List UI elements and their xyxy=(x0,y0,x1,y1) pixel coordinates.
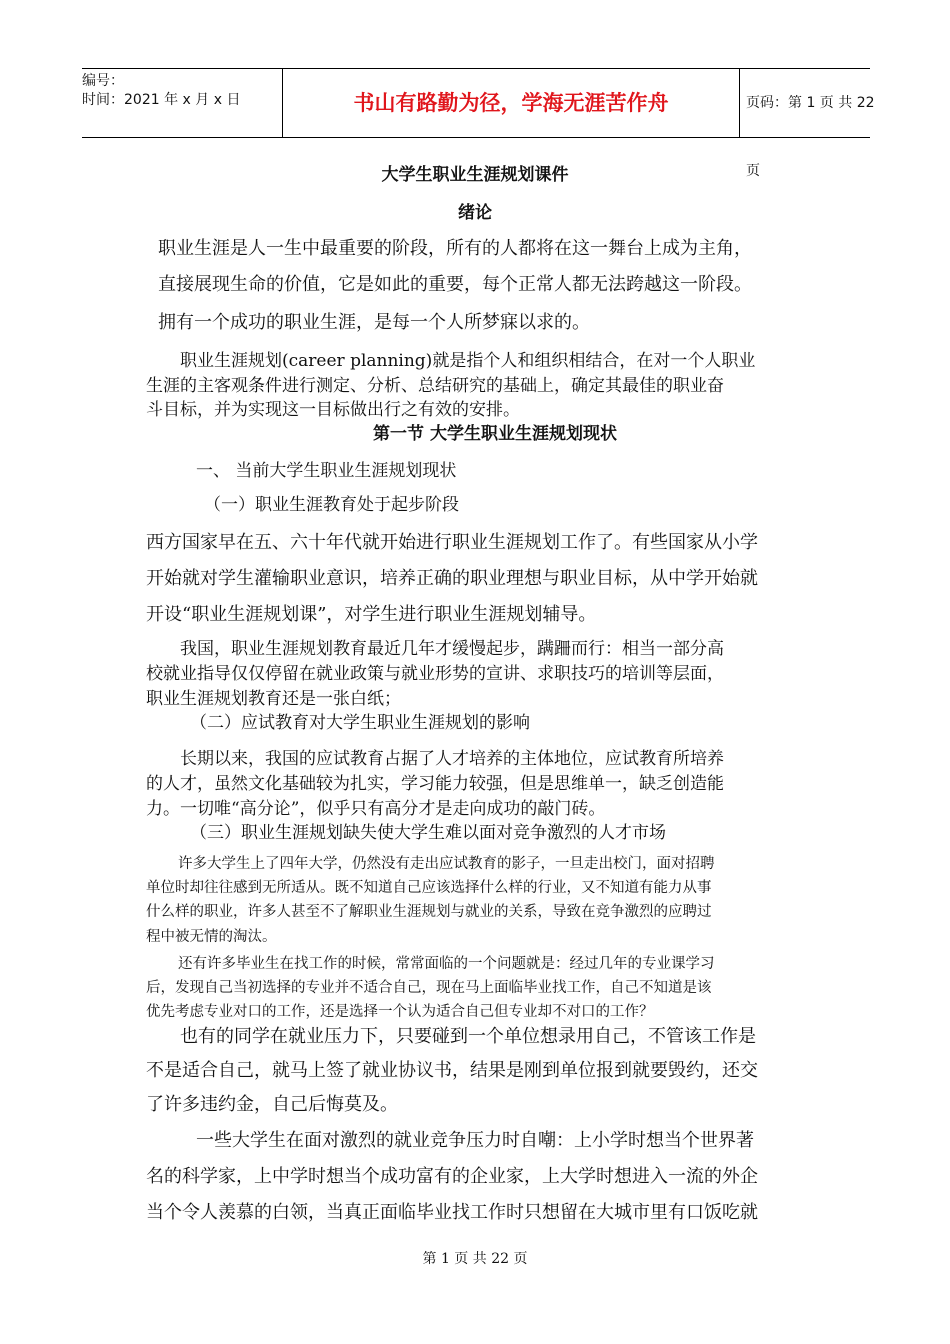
paragraph-line: 当个令人羡慕的白领，当真正面临毕业找工作时只想留在大城市里有口饭吃就 xyxy=(146,1202,758,1223)
paragraph-line: 名的科学家，上中学时想当个成功富有的企业家，上大学时想进入一流的外企 xyxy=(146,1166,758,1187)
intro-line: 直接展现生命的价值，它是如此的重要，每个正常人都无法跨越这一阶段。 xyxy=(158,274,752,295)
intro-line: 拥有一个成功的职业生涯，是每一个人所梦寐以求的。 xyxy=(158,312,590,333)
paragraph-line: 职业生涯规划教育还是一张白纸； xyxy=(146,689,401,709)
paragraph-line: 程中被无情的淘汰。 xyxy=(146,929,277,945)
paragraph-line: 力。一切唯“高分论”，似乎只有高分才是走向成功的敲门砖。 xyxy=(146,799,606,819)
paragraph-line: 优先考虑专业对口的工作，还是选择一个认为适合自己但专业却不对口的工作？ xyxy=(146,1004,654,1020)
paragraph-line: 开设“职业生涯规划课”，对学生进行职业生涯规划辅导。 xyxy=(146,604,597,625)
paragraph-line: 不是适合自己，就马上签了就业协议书，结果是刚到单位报到就要毁约，还交 xyxy=(146,1060,758,1081)
paragraph-line: 许多大学生上了四年大学，仍然没有走出应试教育的影子，一旦走出校门，面对招聘 xyxy=(178,856,715,872)
document-subtitle: 绪论 xyxy=(458,203,492,223)
paragraph-line: 后，发现自己当初选择的专业并不适合自己，现在马上面临毕业找工作，自己不知道是该 xyxy=(146,980,712,996)
paragraph-line: 的人才，虽然文化基础较为扎实，学习能力较强，但是思维单一，缺乏创造能 xyxy=(146,774,724,794)
paragraph-line: 什么样的职业，许多人甚至不了解职业生涯规划与就业的关系，导致在竞争激烈的应聘过 xyxy=(146,904,712,920)
subheading: （三）职业生涯规划缺失使大学生难以面对竞争激烈的人才市场 xyxy=(190,823,666,843)
paragraph-line: 开始就对学生灌输职业意识，培养正确的职业理想与职业目标，从中学开始就 xyxy=(146,568,758,589)
paragraph-line: 西方国家早在五、六十年代就开始进行职业生涯规划工作了。有些国家从小学 xyxy=(146,532,758,553)
header-page-info: 页码：第 1 页 共 22 页 xyxy=(746,95,875,179)
paragraph-line: 我国，职业生涯规划教育最近几年才缓慢起步，蹒跚而行：相当一部分高 xyxy=(180,639,724,659)
subheading: （一）职业生涯教育处于起步阶段 xyxy=(204,495,459,515)
section-title: 第一节 大学生职业生涯规划现状 xyxy=(373,424,617,444)
document-title: 大学生职业生涯规划课件 xyxy=(381,165,569,185)
definition-line: 职业生涯规划(career planning)就是指个人和组织相结合，在对一个人职业 xyxy=(180,351,756,371)
paragraph-line: 长期以来，我国的应试教育占据了人才培养的主体地位，应试教育所培养 xyxy=(180,749,724,769)
time-label: 时间：2021 年 x 月 x 日 xyxy=(82,92,241,108)
paragraph-line: 了许多违约金，自己后悔莫及。 xyxy=(146,1094,398,1115)
paragraph-line: 还有许多毕业生在找工作的时候，常常面临的一个问题就是：经过几年的专业课学习 xyxy=(178,956,715,972)
paragraph-line: 单位时却往往感到无所适从。既不知道自己应该选择什么样的行业，又不知道有能力从事 xyxy=(146,880,712,896)
paragraph-line: 校就业指导仅仅停留在就业政策与就业形势的宣讲、求职技巧的培训等层面， xyxy=(146,664,724,684)
definition-line: 生涯的主客观条件进行测定、分析、总结研究的基础上，确定其最佳的职业奋 xyxy=(146,376,724,396)
header-motto: 书山有路勤为径，学海无涯苦作舟 xyxy=(282,69,740,137)
page-footer: 第 1 页 共 22 页 xyxy=(422,1251,528,1267)
header-meta xyxy=(82,69,282,140)
code-label: 编号： xyxy=(82,73,124,89)
intro-line: 职业生涯是人一生中最重要的阶段，所有的人都将在这一舞台上成为主角， xyxy=(158,238,752,259)
definition-line: 斗目标，并为实现这一目标做出行之有效的安排。 xyxy=(146,400,520,420)
subheading: 一、 当前大学生职业生涯规划现状 xyxy=(196,461,457,481)
paragraph-line: 一些大学生在面对激烈的就业竞争压力时自嘲：上小学时想当个世界著 xyxy=(196,1130,754,1151)
paragraph-line: 也有的同学在就业压力下，只要碰到一个单位想录用自己，不管该工作是 xyxy=(180,1026,756,1047)
subheading: （二）应试教育对大学生职业生涯规划的影响 xyxy=(190,713,530,733)
